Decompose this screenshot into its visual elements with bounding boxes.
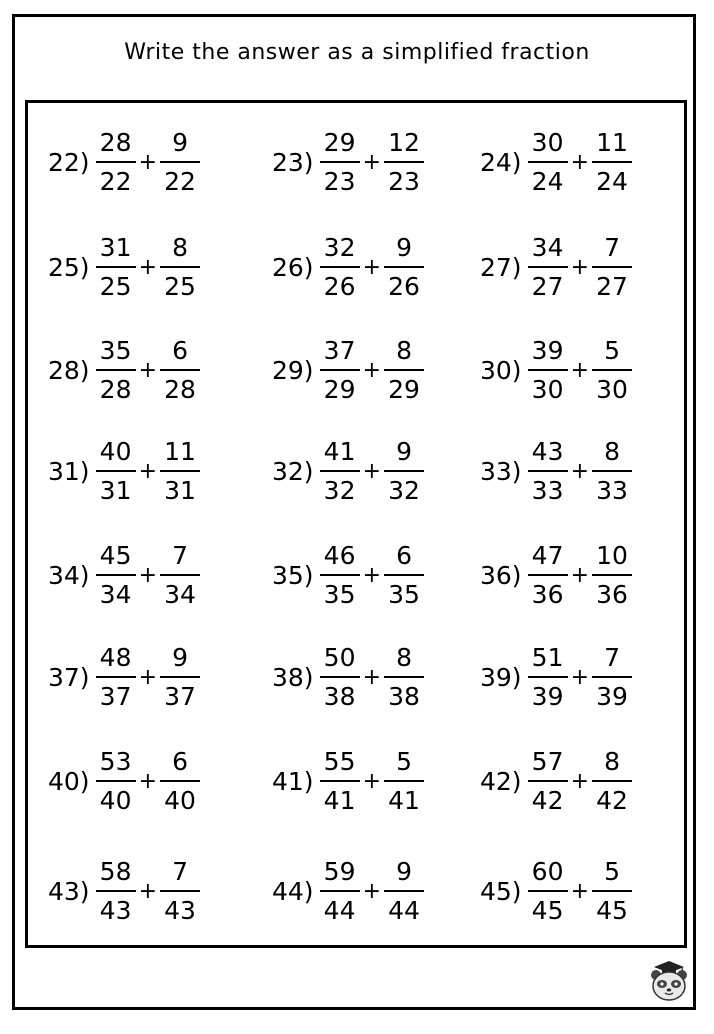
numerator: 9 — [396, 437, 412, 466]
problem-number: 34) — [48, 560, 90, 590]
numerator: 39 — [531, 336, 564, 365]
denominator: 32 — [388, 476, 420, 505]
numerator: 6 — [172, 336, 188, 365]
numerator: 46 — [323, 541, 356, 570]
problem-number: 44) — [272, 876, 314, 906]
problem-number: 23) — [272, 147, 314, 177]
problem-43 — [48, 851, 200, 931]
denominator: 42 — [531, 786, 564, 815]
fraction-second — [592, 642, 632, 712]
problem-number: 42) — [480, 766, 522, 796]
numerator: 5 — [396, 747, 412, 776]
denominator: 42 — [596, 786, 628, 815]
denominator: 43 — [164, 896, 196, 925]
plus-sign: + — [138, 357, 158, 383]
problem-24 — [480, 122, 632, 202]
denominator: 40 — [164, 786, 196, 815]
numerator: 30 — [531, 128, 564, 157]
problem-number: 31) — [48, 456, 90, 486]
denominator: 22 — [164, 167, 196, 196]
fraction-first — [96, 856, 136, 926]
denominator: 25 — [164, 272, 196, 301]
plus-sign: + — [138, 458, 158, 484]
problem-number: 28) — [48, 355, 90, 385]
fraction-first — [320, 436, 360, 506]
numerator: 60 — [531, 857, 564, 886]
fraction-first — [320, 642, 360, 712]
problem-number: 43) — [48, 876, 90, 906]
fraction-second — [592, 436, 632, 506]
fraction-second — [160, 127, 200, 197]
plus-sign: + — [362, 562, 382, 588]
fraction-second — [592, 335, 632, 405]
problem-22 — [48, 122, 200, 202]
numerator: 28 — [99, 128, 132, 157]
denominator: 28 — [99, 375, 132, 404]
plus-sign: + — [570, 357, 590, 383]
numerator: 9 — [396, 857, 412, 886]
fraction-second — [384, 335, 424, 405]
problem-number: 33) — [480, 456, 522, 486]
denominator: 32 — [323, 476, 356, 505]
plus-sign: + — [362, 254, 382, 280]
plus-sign: + — [362, 458, 382, 484]
fraction-first — [96, 335, 136, 405]
plus-sign: + — [570, 149, 590, 175]
plus-sign: + — [570, 254, 590, 280]
denominator: 41 — [388, 786, 420, 815]
fraction-second — [384, 232, 424, 302]
problem-41 — [272, 741, 424, 821]
problem-31 — [48, 431, 200, 511]
numerator: 9 — [172, 643, 188, 672]
fraction-second — [160, 856, 200, 926]
numerator: 48 — [99, 643, 132, 672]
denominator: 28 — [164, 375, 196, 404]
problem-26 — [272, 227, 424, 307]
numerator: 6 — [396, 541, 412, 570]
problem-29 — [272, 330, 424, 410]
numerator: 35 — [99, 336, 132, 365]
fraction-second — [160, 436, 200, 506]
plus-sign: + — [362, 768, 382, 794]
problem-number: 40) — [48, 766, 90, 796]
problem-number: 25) — [48, 252, 90, 282]
problem-number: 41) — [272, 766, 314, 796]
numerator: 8 — [604, 747, 620, 776]
numerator: 53 — [99, 747, 132, 776]
denominator: 36 — [596, 580, 628, 609]
fraction-second — [160, 540, 200, 610]
numerator: 8 — [396, 336, 412, 365]
plus-sign: + — [138, 562, 158, 588]
denominator: 27 — [531, 272, 564, 301]
fraction-second — [384, 746, 424, 816]
fraction-second — [592, 746, 632, 816]
problem-number: 27) — [480, 252, 522, 282]
problem-number: 22) — [48, 147, 90, 177]
fraction-first — [528, 856, 568, 926]
numerator: 7 — [604, 643, 620, 672]
fraction-first — [528, 746, 568, 816]
denominator: 30 — [531, 375, 564, 404]
fraction-second — [160, 642, 200, 712]
plus-sign: + — [362, 149, 382, 175]
denominator: 34 — [99, 580, 132, 609]
fraction-second — [384, 127, 424, 197]
numerator: 8 — [396, 643, 412, 672]
numerator: 31 — [99, 233, 132, 262]
fraction-first — [320, 856, 360, 926]
numerator: 29 — [323, 128, 356, 157]
problem-45 — [480, 851, 632, 931]
fraction-first — [320, 540, 360, 610]
plus-sign: + — [138, 664, 158, 690]
numerator: 41 — [323, 437, 356, 466]
problem-27 — [480, 227, 632, 307]
plus-sign: + — [570, 458, 590, 484]
numerator: 8 — [604, 437, 620, 466]
fraction-first — [96, 232, 136, 302]
problem-number: 39) — [480, 662, 522, 692]
problem-39 — [480, 637, 632, 717]
numerator: 10 — [596, 541, 628, 570]
fraction-second — [384, 540, 424, 610]
denominator: 29 — [323, 375, 356, 404]
problem-23 — [272, 122, 424, 202]
plus-sign: + — [570, 562, 590, 588]
problem-number: 29) — [272, 355, 314, 385]
numerator: 12 — [388, 128, 420, 157]
problem-30 — [480, 330, 632, 410]
fraction-first — [528, 232, 568, 302]
problem-33 — [480, 431, 632, 511]
denominator: 37 — [99, 682, 132, 711]
fraction-second — [384, 642, 424, 712]
numerator: 5 — [604, 336, 620, 365]
problem-32 — [272, 431, 424, 511]
denominator: 35 — [388, 580, 420, 609]
denominator: 30 — [596, 375, 628, 404]
fraction-first — [320, 746, 360, 816]
denominator: 41 — [323, 786, 356, 815]
numerator: 45 — [99, 541, 132, 570]
denominator: 44 — [323, 896, 356, 925]
denominator: 25 — [99, 272, 132, 301]
numerator: 40 — [99, 437, 132, 466]
numerator: 57 — [531, 747, 564, 776]
numerator: 7 — [604, 233, 620, 262]
fraction-first — [320, 127, 360, 197]
problem-number: 32) — [272, 456, 314, 486]
problem-36 — [480, 535, 632, 615]
problem-number: 26) — [272, 252, 314, 282]
plus-sign: + — [362, 878, 382, 904]
numerator: 32 — [323, 233, 356, 262]
problem-34 — [48, 535, 200, 615]
denominator: 34 — [164, 580, 196, 609]
numerator: 59 — [323, 857, 356, 886]
denominator: 45 — [596, 896, 628, 925]
numerator: 9 — [172, 128, 188, 157]
plus-sign: + — [570, 664, 590, 690]
fraction-second — [160, 232, 200, 302]
fraction-second — [592, 127, 632, 197]
problem-number: 37) — [48, 662, 90, 692]
denominator: 24 — [596, 167, 628, 196]
denominator: 44 — [388, 896, 420, 925]
problem-40 — [48, 741, 200, 821]
numerator: 5 — [604, 857, 620, 886]
numerator: 11 — [164, 437, 196, 466]
denominator: 29 — [388, 375, 420, 404]
numerator: 58 — [99, 857, 132, 886]
denominator: 38 — [323, 682, 356, 711]
problem-number: 35) — [272, 560, 314, 590]
problem-37 — [48, 637, 200, 717]
denominator: 39 — [531, 682, 564, 711]
denominator: 37 — [164, 682, 196, 711]
problem-44 — [272, 851, 424, 931]
problem-25 — [48, 227, 200, 307]
numerator: 47 — [531, 541, 564, 570]
denominator: 39 — [596, 682, 628, 711]
problem-number: 36) — [480, 560, 522, 590]
plus-sign: + — [138, 149, 158, 175]
numerator: 37 — [323, 336, 356, 365]
denominator: 43 — [99, 896, 132, 925]
problem-35 — [272, 535, 424, 615]
fraction-first — [528, 642, 568, 712]
plus-sign: + — [362, 357, 382, 383]
fraction-first — [528, 127, 568, 197]
fraction-second — [160, 335, 200, 405]
fraction-second — [384, 856, 424, 926]
fraction-second — [592, 540, 632, 610]
denominator: 36 — [531, 580, 564, 609]
denominator: 26 — [388, 272, 420, 301]
numerator: 43 — [531, 437, 564, 466]
fraction-first — [96, 127, 136, 197]
denominator: 38 — [388, 682, 420, 711]
numerator: 34 — [531, 233, 564, 262]
fraction-first — [528, 335, 568, 405]
fraction-first — [96, 436, 136, 506]
denominator: 24 — [531, 167, 564, 196]
plus-sign: + — [138, 254, 158, 280]
fraction-first — [320, 335, 360, 405]
denominator: 23 — [323, 167, 356, 196]
instruction-heading: Write the answer as a simplified fraction — [124, 40, 590, 65]
numerator: 6 — [172, 747, 188, 776]
denominator: 45 — [531, 896, 564, 925]
fraction-first — [96, 746, 136, 816]
fraction-first — [96, 642, 136, 712]
plus-sign: + — [362, 664, 382, 690]
denominator: 33 — [531, 476, 564, 505]
panda-graduate-icon — [646, 958, 692, 1004]
problem-42 — [480, 741, 632, 821]
problem-number: 30) — [480, 355, 522, 385]
denominator: 33 — [596, 476, 628, 505]
denominator: 27 — [596, 272, 628, 301]
fraction-second — [160, 746, 200, 816]
plus-sign: + — [570, 768, 590, 794]
numerator: 7 — [172, 541, 188, 570]
numerator: 50 — [323, 643, 356, 672]
denominator: 35 — [323, 580, 356, 609]
numerator: 7 — [172, 857, 188, 886]
fraction-first — [528, 540, 568, 610]
problem-38 — [272, 637, 424, 717]
numerator: 11 — [596, 128, 628, 157]
fraction-second — [592, 856, 632, 926]
problem-number: 45) — [480, 876, 522, 906]
denominator: 23 — [388, 167, 420, 196]
denominator: 26 — [323, 272, 356, 301]
numerator: 9 — [396, 233, 412, 262]
numerator: 55 — [323, 747, 356, 776]
fraction-first — [528, 436, 568, 506]
denominator: 31 — [164, 476, 196, 505]
fraction-second — [592, 232, 632, 302]
problem-number: 38) — [272, 662, 314, 692]
plus-sign: + — [138, 878, 158, 904]
numerator: 51 — [531, 643, 564, 672]
plus-sign: + — [570, 878, 590, 904]
fraction-second — [384, 436, 424, 506]
problem-28 — [48, 330, 200, 410]
plus-sign: + — [138, 768, 158, 794]
problem-number: 24) — [480, 147, 522, 177]
denominator: 40 — [99, 786, 132, 815]
fraction-first — [96, 540, 136, 610]
fraction-first — [320, 232, 360, 302]
numerator: 8 — [172, 233, 188, 262]
denominator: 22 — [99, 167, 132, 196]
denominator: 31 — [99, 476, 132, 505]
